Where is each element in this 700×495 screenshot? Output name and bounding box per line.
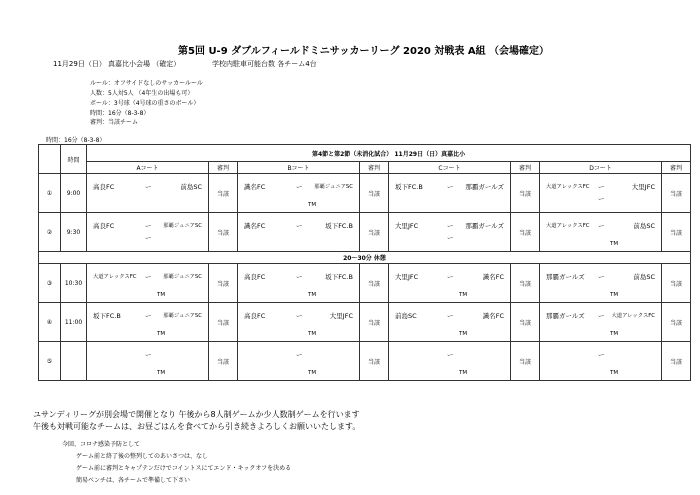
match-cell [87,303,209,342]
table-row [39,303,691,342]
parking-info: 学校内駐車可能台数 各チーム4台 [212,60,317,68]
home-team: 高良FC [244,273,266,281]
away-team: 那覇ジュニアSC [163,274,202,280]
home-team: 大里JFC [395,273,419,281]
table-row [39,264,691,303]
away-team: 那覇ガールズ [465,222,504,230]
match-cell [389,213,511,252]
rule-line: ルール：オフサイドなしのサッカールール [90,80,203,87]
home-team: 識名FC [244,183,266,191]
referee-cell: 当該 [511,303,540,342]
match-time [61,342,87,381]
home-team: 那覇ガールズ [546,312,585,320]
match-cell [238,303,360,342]
vs-dash: ー [145,312,152,320]
match-cell [238,342,360,381]
vs-dash: ー [598,222,605,230]
vs-dash: ー [145,351,152,359]
vs-dash: ー [296,351,303,359]
vs-dash: ー [447,312,454,320]
home-team: 大道アレックスFC [546,223,590,229]
tm-label: TM [157,292,166,298]
tm-label: TM [308,292,317,298]
tm-label: TM [459,370,468,376]
tm-label: TM [157,370,166,376]
home-team: 坂下FC.B [395,183,423,191]
referee-cell: 当該 [511,342,540,381]
vs-dash: ー [598,273,605,281]
referee-cell: 当該 [662,213,691,252]
match-cell [540,264,662,303]
match-cell [540,303,662,342]
vs-dash: ー [447,351,454,359]
vs-dash: ー [145,273,152,281]
referee-cell: 当該 [360,174,389,213]
table-row [39,174,691,213]
match-cell [540,342,662,381]
vs-dash: ー [598,312,605,320]
note-line: ゲーム前に審判とキャプテンだけでコイントスにてエンド・キックオフを決める [76,465,292,472]
home-team: 前島SC [395,312,417,320]
tm-label: TM [459,292,468,298]
match-time: 11:00 [61,303,87,342]
court-header: Dコート [540,162,662,174]
tm-label: TM [610,241,619,247]
vs-dash: ー [145,183,152,191]
match-cell [238,264,360,303]
away-team: 大里JFC [631,183,655,191]
referee-cell: 当該 [662,303,691,342]
tm-label: TM [610,331,619,337]
match-cell [540,174,662,213]
away-team: 那覇ジュニアSC [314,184,353,190]
tm-label: TM [157,331,166,337]
section-title: 第4節と第2節（未消化試合） 11月29日（日）真嘉比小 [87,145,691,162]
vs-dash: ー [447,183,454,191]
home-team: 大道アレックスFC [93,274,137,280]
note-line: 簡易ベンチは、各チームで準備して下さい [76,477,191,484]
vs-dash: ー [296,222,303,230]
vs-dash: ー [598,183,605,191]
tm-label: TM [459,331,468,337]
match-time: 9:30 [61,213,87,252]
match-time: 10:30 [61,264,87,303]
referee-cell: 当該 [209,303,238,342]
away-team: 大道アレックスFC [611,313,655,319]
referee-cell: 当該 [209,213,238,252]
break-row: 20～30分 休憩 [39,252,691,264]
court-header: Aコート [87,162,209,174]
referee-cell: 当該 [662,264,691,303]
referee-cell: 当該 [662,174,691,213]
vs-dash: ー [296,312,303,320]
away-team: 識名FC [482,273,504,281]
ref-header: 審判 [209,162,238,174]
vs-dash: ー [296,273,303,281]
away-team: 坂下FC.B [325,222,353,230]
home-team: 高良FC [93,183,115,191]
match-cell [389,342,511,381]
vs-dash: ー [296,183,303,191]
footer-line: ユサンディリーグが別会場で開催となり 午後から8人制ゲームか少人数制ゲームを行います [33,410,360,419]
home-team: 高良FC [244,312,266,320]
match-cell [238,174,360,213]
round-header [39,145,61,174]
timing-note: 時間：16分（8-3-8） [46,137,106,144]
home-team: 識名FC [244,222,266,230]
match-cell [238,213,360,252]
ref-header: 審判 [511,162,540,174]
match-cell [87,264,209,303]
match-cell [389,303,511,342]
referee-cell: 当該 [511,174,540,213]
tm-label: TM [308,370,317,376]
away-team: 那覇ジュニアSC [163,223,202,229]
ref-header: 審判 [360,162,389,174]
match-cell [87,174,209,213]
referee-cell: 当該 [360,213,389,252]
match-cell [87,342,209,381]
vs-dash: ー [145,222,152,230]
referee-cell: 当該 [360,264,389,303]
match-cell [87,213,209,252]
home-team: 那覇ガールズ [546,273,585,281]
match-cell [540,213,662,252]
table-row [39,213,691,252]
away-team: 識名FC [482,312,504,320]
round-number: ⑤ [39,342,61,381]
referee-cell: 当該 [209,174,238,213]
away-team: 那覇ジュニアSC [163,313,202,319]
time-header: 時間 [61,145,87,174]
notes-title: 今回、コロナ感染予防として [62,441,141,448]
away-team: 前島SC [633,222,655,230]
referee-cell: 当該 [360,303,389,342]
referee-cell: 当該 [511,213,540,252]
vs-dash: ー [598,351,605,359]
referee-cell: 当該 [511,264,540,303]
round-number: ④ [39,303,61,342]
match-cell [389,174,511,213]
away-team: 前島SC [180,183,202,191]
table-row [39,342,691,381]
tm-label: TM [308,202,317,208]
footer-line: 午後も対戦可能なチームは、お昼ごはんを食べてから引き続きよろしくお願いいたします。 [33,422,361,431]
schedule-table [38,144,691,381]
ref-header: 審判 [662,162,691,174]
home-team: 大道アレックスFC [546,184,590,190]
date-venue: 11月29日（日） 真嘉比小会場 （確定） [53,60,181,68]
note-line: ゲーム前と終了後の整列してのあいさつは、なし [76,453,209,460]
vs-dash: ー [447,222,454,230]
court-header: Cコート [389,162,511,174]
tm-label: TM [308,331,317,337]
away-team: 大里JFC [329,312,353,320]
referee-cell: 当該 [360,342,389,381]
court-header: Bコート [238,162,360,174]
match-cell [389,264,511,303]
rule-line: ボール：3号球（4号球の重さのボール） [90,100,200,107]
tm-label: TM [610,292,619,298]
tm-label: TM [610,370,619,376]
away-team: 那覇ガールズ [465,183,504,191]
home-team: 高良FC [93,222,115,230]
match-time: 9:00 [61,174,87,213]
round-number: ② [39,213,61,252]
page-title: 第5回 U-9 ダブルフィールドミニサッカーリーグ 2020 対戦表 A組 （会場確定） [178,46,550,57]
away-team: 坂下FC.B [325,273,353,281]
rule-line: 人数：5人対5人 （4年生の出場も可） [90,90,194,97]
away-team: 前島SC [633,273,655,281]
referee-cell: 当該 [209,342,238,381]
referee-cell: 当該 [662,342,691,381]
home-team: 大里JFC [395,222,419,230]
home-team: 坂下FC.B [93,312,121,320]
vs-dash: ー [447,273,454,281]
rule-line: 時間：16分（8-3-8） [90,110,150,117]
score-dash: ー [447,234,454,242]
round-number: ① [39,174,61,213]
rule-line: 審判：当該チーム [90,119,139,126]
score-dash: ー [145,234,152,242]
round-number: ③ [39,264,61,303]
referee-cell: 当該 [209,264,238,303]
score-dash: ー [598,195,605,203]
